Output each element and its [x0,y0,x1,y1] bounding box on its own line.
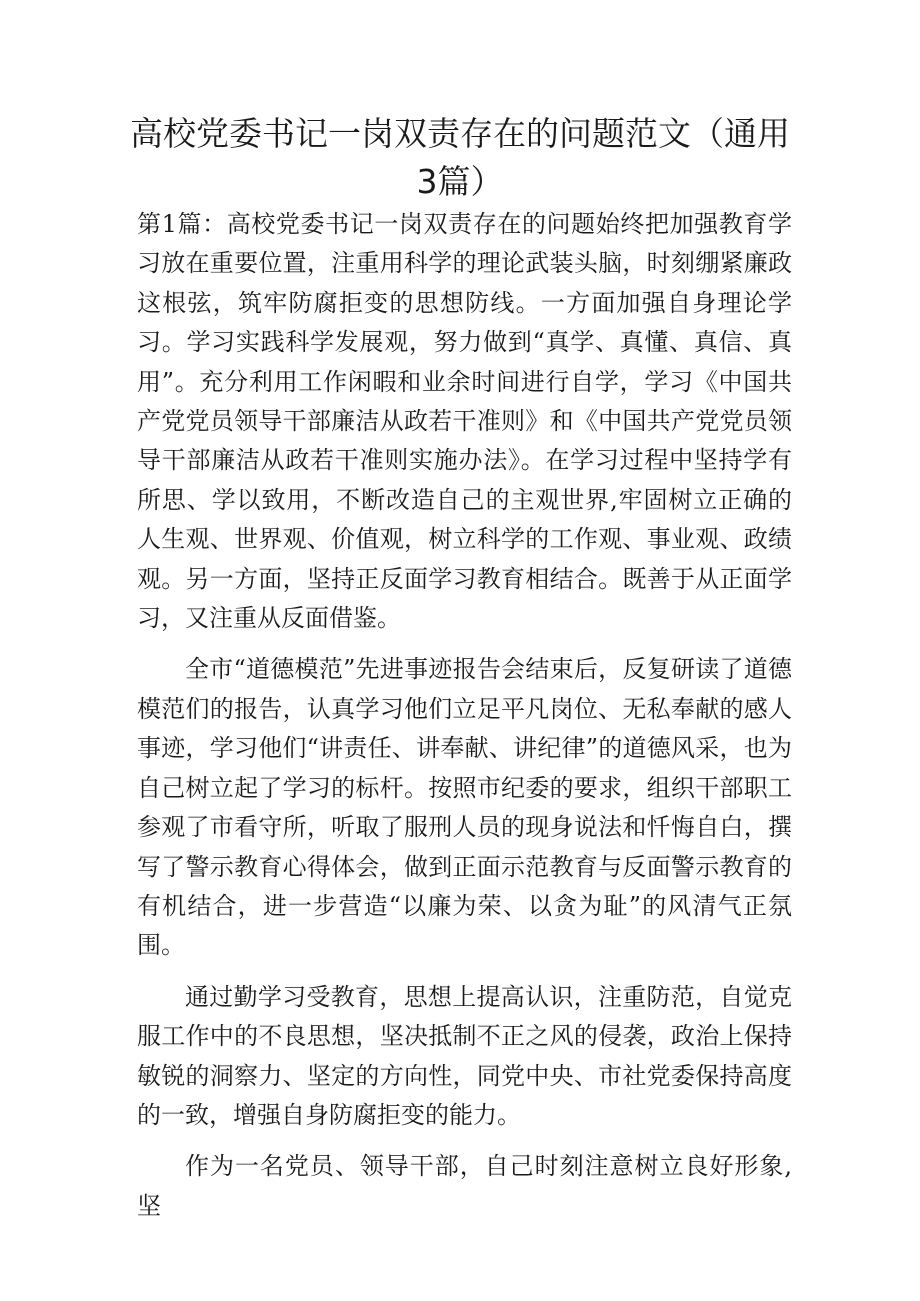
paragraph-2: 全市“道德模范”先进事迹报告会结束后，反复研读了道德模范们的报告，认真学习他们立足平凡岗位、无私奉献的感人事迹，学习他们“讲责任、讲奉献、讲纪律”的道德风采，也为自己树立起了学习的标杆。按照市纪委的要求，组织干部职工参观了市看守所，听取了服刑人员的现身说法和忏悔自白，撰写了警示教育心得体会，做到正面示范教育与反面警示教育的有机结合，进一步营造“以廉为荣、以贪为耻”的风清气正氛围。 [137,655,792,960]
paragraph-1: 第1篇：高校党委书记一岗双责存在的问题始终把加强教育学习放在重要位置，注重用科学的理论武装头脑，时刻绷紧廉政这根弦，筑牢防腐拒变的思想防线。一方面加强自身理论学习。学习实践科学发展观，努力做到“真学、真懂、真信、真用”。充分利用工作闲暇和业余时间进行自学，学习《中国共产党党员领导干部廉洁从政若干准则》和《中国共产党党员领导干部廉洁从政若干准则实施办法》。在学习过程中坚持学有所思、学以致用，不断改造自己的主观世界,牢固树立正确的人生观、世界观、价值观，树立科学的工作观、事业观、政绩观。另一方面，坚持正反面学习教育相结合。既善于从正面学习，又注重从反面借鉴。 [137,210,792,633]
paragraph-4: 作为一名党员、领导干部，自己时刻注意树立良好形象,坚 [137,1152,792,1220]
paragraph-3: 通过勤学习受教育，思想上提高认识，注重防范，自觉克服工作中的不良思想，坚决抵制不正之风的侵袭，政治上保持敏锐的洞察力、坚定的方向性，同党中央、市社党委保持高度的一致，增强自身防腐拒变的能力。 [137,982,792,1129]
document-title: 高校党委书记一岗双责存在的问题范文（通用3篇） [130,114,790,201]
document-body [137,205,792,1226]
